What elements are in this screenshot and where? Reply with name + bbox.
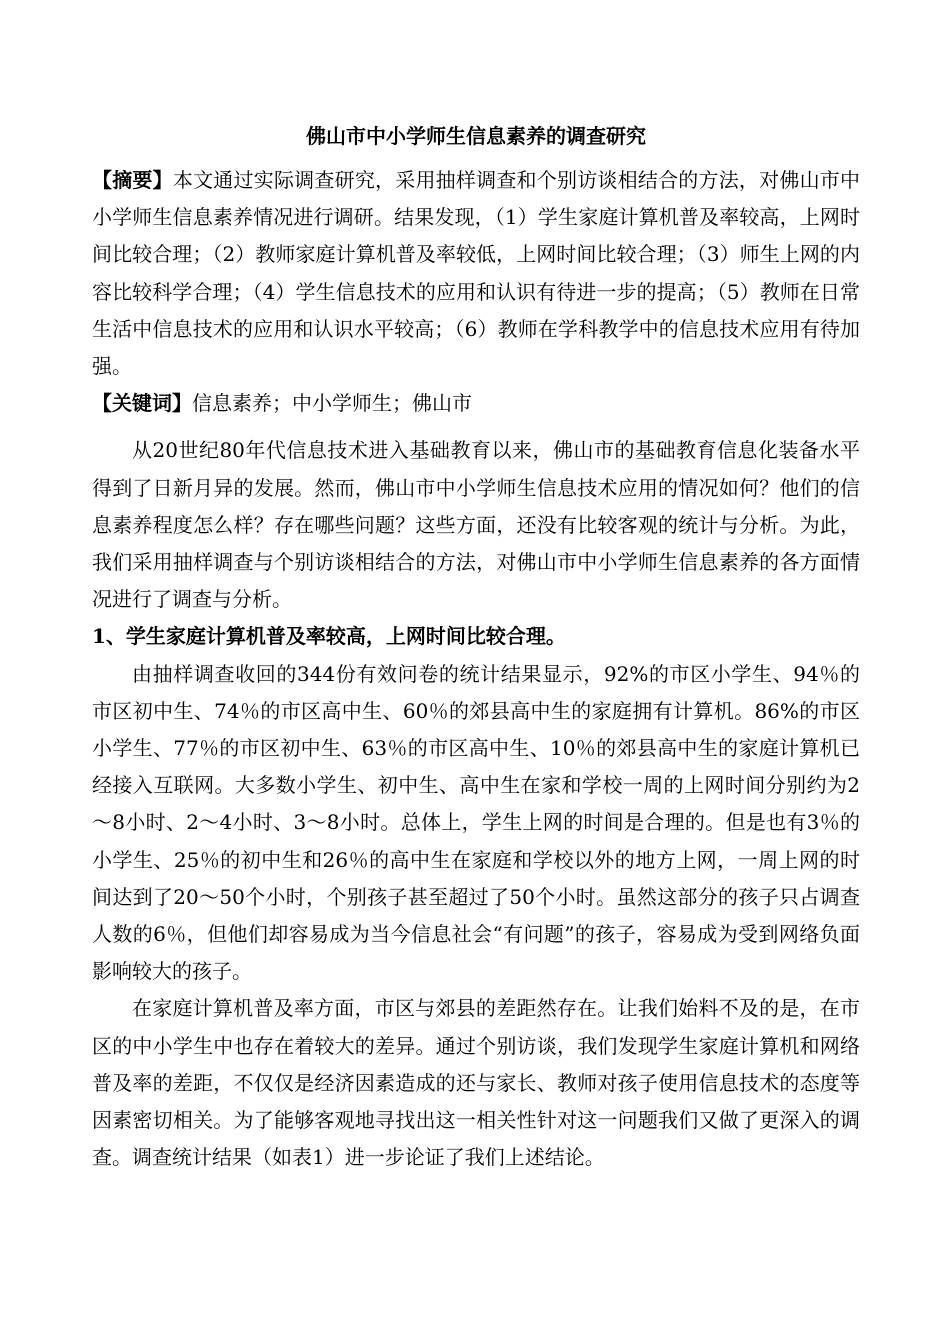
abstract-label: 【摘要】 xyxy=(92,168,173,192)
abstract-paragraph xyxy=(92,162,860,385)
intro-paragraph: 从20世纪80年代信息技术进入基础教育以来，佛山市的基础教育信息化装备水平得到了日新月异的发展。然而，佛山市中小学师生信息技术应用的情况如何？他们的信息素养程度怎么样？存在哪些问题？这些方面，还没有比较客观的统计与分析。为此，我们采用抽样调查与个别访谈相结合的方法，对佛山市中小学师生信息素养的各方面情况进行了调查与分析。 xyxy=(92,438,860,612)
keywords-text: 信息素养；中小学师生；佛山市 xyxy=(192,391,472,416)
section-1-heading: 1、学生家庭计算机普及率较高，上网时间比较合理。 xyxy=(92,624,566,649)
keywords-label: 【关键词】 xyxy=(92,391,192,416)
keywords-paragraph xyxy=(92,385,860,422)
abstract-text: 本文通过实际调查研究，采用抽样调查和个别访谈相结合的方法，对佛山市中小学师生信息素养情况进行调研。结果发现，（1）学生家庭计算机普及率较高，上网时间比较合理；（2）教师家庭计算机普及率较低，上网时间比较合理；（3）师生上网的内容比较科学合理；（4）学生信息技术的应用和认识有待进一步的提高；（5）教师在日常生活中信息技术的应用和认识水平较高；（6）教师在学科教学中的信息技术应用有待加强。 xyxy=(92,168,861,379)
section-1-paragraph-2: 在家庭计算机普及率方面，市区与郊县的差距然存在。让我们始料不及的是，在市区的中小学生中也存在着较大的差异。通过个别访谈，我们发现学生家庭计算机和网络普及率的差距，不仅仅是经济因素造成的还与家长、教师对孩子使用信息技术的态度等因素密切相关。为了能够客观地寻找出这一相关性针对这一问题我们又做了更深入的调查。调查统计结果（如表1）进一步论证了我们上述结论。 xyxy=(92,996,860,1170)
section-1-paragraph-1: 由抽样调查收回的344份有效问卷的统计结果显示，92%的市区小学生、94％的市区初中生、74％的市区高中生、60％的郊县高中生的家庭拥有计算机。86%的市区小学生、77％的市区初中生、63％的市区高中生、10％的郊县高中生的家庭计算机已经接入互联网。大多数小学生、初中生、高中生在家和学校一周的上网时间分别约为2～8小时、2～4小时、3～8小时。总体上，学生上网的时间是合理的。但是也有3％的小学生、25％的初中生和26％的高中生在家庭和学校以外的地方上网，一周上网的时间达到了20～50个小时，个别孩子甚至超过了50个小时。虽然这部分的孩子只占调查人数的6％，但他们却容易成为当今信息社会“有问题”的孩子，容易成为受到网络负面影响较大的孩子。 xyxy=(92,661,860,984)
document-title: 佛山市中小学师生信息素养的调查研究 xyxy=(306,124,646,148)
